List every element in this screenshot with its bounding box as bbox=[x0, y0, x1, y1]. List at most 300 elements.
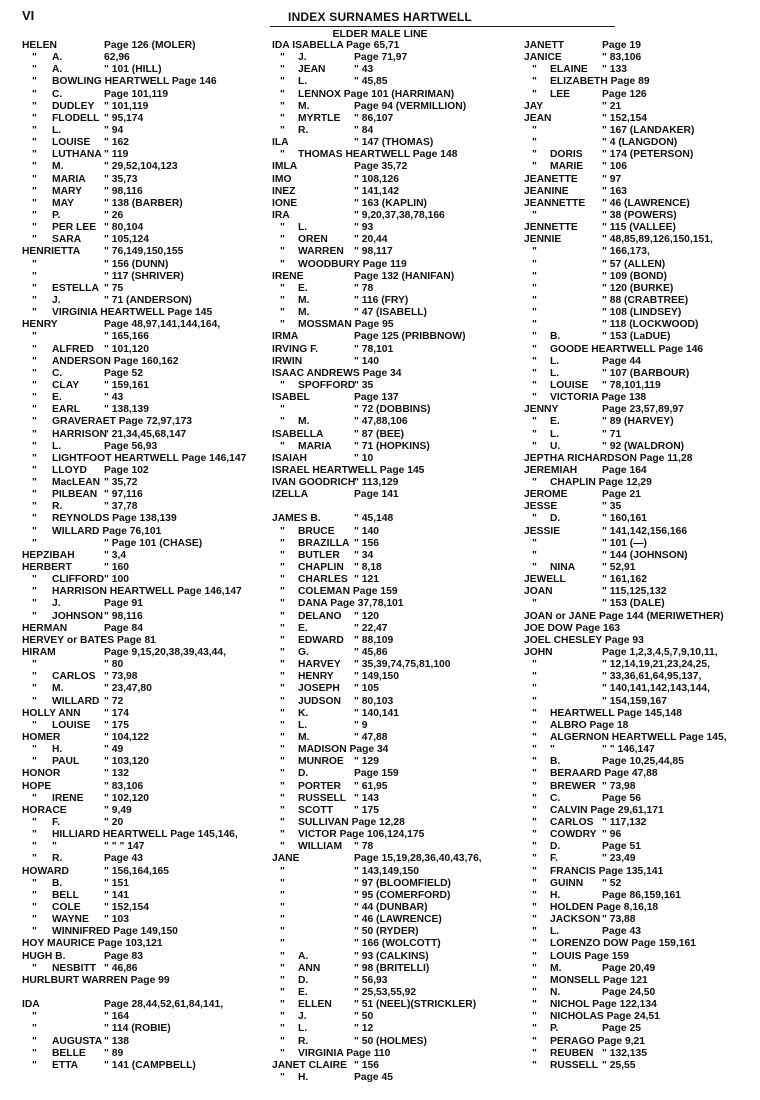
entry-pages: " 98,117 bbox=[354, 246, 393, 258]
entry-given-name: M. bbox=[298, 307, 310, 319]
entry-name: " bbox=[32, 537, 37, 549]
entry-given-name: DUDLEY bbox=[52, 100, 95, 112]
entry-pages: " 138,139 bbox=[104, 404, 149, 416]
index-entry bbox=[272, 647, 522, 659]
entry-pages: " 89 (HARVEY) bbox=[602, 416, 674, 428]
index-entry bbox=[524, 853, 760, 865]
entry-name: " bbox=[532, 817, 537, 828]
entry-pages: Page 125 (PRIBBNOW) bbox=[354, 331, 466, 343]
index-entry bbox=[22, 186, 262, 198]
index-entry bbox=[272, 307, 522, 319]
index-entry bbox=[272, 319, 522, 331]
entry-name: HOY MAURICE Page 103,121 bbox=[22, 938, 163, 950]
index-entry bbox=[524, 951, 760, 963]
entry-given-name: G. bbox=[298, 647, 309, 659]
entry-pages: " 109 (BOND) bbox=[602, 270, 667, 282]
index-entry bbox=[524, 429, 760, 441]
index-entry bbox=[524, 477, 760, 489]
entry-pages: Page 51 bbox=[602, 841, 641, 853]
entry-name: " bbox=[532, 307, 537, 319]
index-entry bbox=[272, 732, 522, 744]
entry-given-name: B. bbox=[550, 756, 561, 768]
entry-name: ISABELLA bbox=[272, 428, 324, 440]
entry-name: " bbox=[532, 707, 537, 719]
entry-name: " bbox=[32, 477, 37, 489]
index-entry bbox=[272, 161, 522, 173]
entry-pages: " 35 bbox=[354, 379, 374, 391]
index-entry bbox=[22, 513, 262, 525]
entry-given-name: LENNOX Page 101 (HARRIMAN) bbox=[298, 88, 455, 100]
entry-name: " bbox=[532, 865, 537, 877]
entry-given-name: NICHOL Page 122,134 bbox=[550, 999, 657, 1011]
index-entry bbox=[272, 404, 522, 416]
entry-pages: " 133 bbox=[602, 64, 627, 76]
entry-pages: " 80 bbox=[104, 659, 124, 671]
index-entry bbox=[272, 550, 522, 562]
entry-pages: " 113,129 bbox=[354, 477, 399, 489]
index-entry bbox=[524, 781, 760, 793]
index-entry bbox=[22, 817, 262, 829]
entry-name: " bbox=[32, 671, 37, 683]
index-entry bbox=[22, 234, 262, 246]
entry-pages: Page 19 bbox=[602, 40, 641, 51]
entry-given-name: THOMAS HEARTWELL Page 148 bbox=[298, 149, 458, 161]
entry-name: " bbox=[32, 294, 37, 306]
entry-given-name: M. bbox=[298, 732, 310, 744]
index-entry bbox=[272, 1060, 522, 1072]
entry-given-name: DELANO bbox=[298, 610, 342, 622]
entry-name: " bbox=[280, 695, 285, 707]
entry-pages: Page 102 bbox=[104, 464, 149, 476]
index-entry bbox=[524, 1036, 760, 1048]
entry-pages: " 46,86 bbox=[104, 962, 138, 974]
index-entry bbox=[272, 186, 522, 198]
entry-name: " bbox=[32, 744, 37, 756]
entry-given-name: NINA bbox=[550, 562, 576, 574]
entry-given-name: M. bbox=[298, 294, 310, 306]
entry-given-name: J. bbox=[298, 1011, 307, 1023]
entry-given-name: BERAARD Page 47,88 bbox=[550, 768, 658, 780]
entry-name: " bbox=[32, 185, 37, 197]
entry-pages: Page 1,2,3,4,5,7,9,10,11, bbox=[602, 647, 718, 659]
index-entry bbox=[524, 841, 760, 853]
index-entry bbox=[22, 1011, 262, 1023]
index-entry bbox=[524, 574, 760, 586]
entry-name: " bbox=[280, 768, 285, 780]
entry-pages: Page 86,159,161 bbox=[602, 889, 682, 901]
entry-name: " bbox=[532, 598, 537, 610]
entry-pages: " 3,4 bbox=[104, 549, 127, 561]
entry-name: " bbox=[32, 64, 37, 76]
entry-name: " bbox=[532, 853, 537, 865]
entry-name: " bbox=[532, 161, 537, 173]
entry-name: " bbox=[32, 282, 37, 294]
index-entry bbox=[272, 926, 522, 938]
entry-name: " bbox=[280, 586, 285, 598]
index-entry bbox=[272, 586, 522, 598]
entry-given-name: VICTOR Page 106,124,175 bbox=[298, 829, 425, 841]
entry-pages: " 140,141,142,143,144, bbox=[602, 683, 710, 695]
index-entry bbox=[22, 890, 262, 902]
index-entry bbox=[524, 987, 760, 999]
entry-name: " bbox=[32, 76, 37, 88]
entry-name: " bbox=[280, 149, 285, 161]
entry-name: IRENE bbox=[272, 270, 304, 282]
entry-given-name: L. bbox=[550, 367, 560, 379]
index-entry bbox=[22, 222, 262, 234]
entry-name: " bbox=[280, 52, 285, 64]
entry-pages: " 101,119 bbox=[104, 100, 149, 112]
entry-given-name: A. bbox=[52, 52, 63, 64]
entry-name: " bbox=[32, 889, 37, 901]
index-entry bbox=[524, 683, 760, 695]
entry-name: JOE DOW Page 163 bbox=[524, 622, 621, 634]
entry-pages: " 45,148 bbox=[354, 513, 394, 525]
entry-given-name: CLAY bbox=[52, 379, 80, 391]
entry-given-name: FRANCIS Page 135,141 bbox=[550, 865, 664, 877]
entry-given-name: HOLDEN Page 8,16,18 bbox=[550, 901, 659, 913]
index-entry bbox=[524, 125, 760, 137]
entry-pages: " 108,126 bbox=[354, 173, 399, 185]
index-entry bbox=[22, 89, 262, 101]
index-entry bbox=[272, 283, 522, 295]
index-entry bbox=[524, 344, 760, 356]
entry-given-name: VICTORIA Page 138 bbox=[550, 392, 647, 404]
index-entry bbox=[22, 975, 262, 987]
entry-given-name: SULLIVAN Page 12,28 bbox=[298, 817, 405, 828]
entry-name: " bbox=[280, 537, 285, 549]
entry-given-name: R. bbox=[52, 501, 63, 513]
entry-given-name: SPOFFORD bbox=[298, 379, 356, 391]
entry-pages: " 175 bbox=[354, 804, 379, 816]
entry-pages: Page 15,19,28,36,40,43,76, bbox=[354, 853, 482, 865]
entry-given-name: HILLIARD HEARTWELL Page 145,146, bbox=[52, 829, 238, 841]
entry-pages: " 98 (BRITELLI) bbox=[354, 962, 430, 974]
index-entry bbox=[22, 307, 262, 319]
index-entry bbox=[272, 453, 522, 465]
entry-name: " bbox=[532, 343, 537, 355]
entry-given-name: D. bbox=[550, 841, 561, 853]
entry-pages: " 163 bbox=[602, 185, 627, 197]
entry-pages: " 35,73 bbox=[104, 173, 138, 185]
index-entry bbox=[272, 793, 522, 805]
entry-given-name: CARLOS bbox=[550, 817, 594, 828]
entry-name: " bbox=[280, 901, 285, 913]
index-entry bbox=[22, 210, 262, 222]
entry-given-name: MARIE bbox=[550, 161, 584, 173]
entry-pages: Page 52 bbox=[104, 367, 143, 379]
page-subtitle: ELDER MALE LINE bbox=[332, 28, 428, 40]
index-entry bbox=[524, 732, 760, 744]
entry-name: " bbox=[532, 914, 537, 926]
entry-name: " bbox=[32, 501, 37, 513]
entry-given-name: COWDRY bbox=[550, 829, 597, 841]
entry-pages: " 73,88 bbox=[602, 914, 636, 926]
entry-pages: " 103,120 bbox=[104, 756, 149, 768]
index-entry bbox=[524, 623, 760, 635]
entry-name: HORACE bbox=[22, 804, 67, 816]
entry-name: " bbox=[32, 962, 37, 974]
entry-pages: " 29,52,104,123 bbox=[104, 161, 178, 173]
entry-pages: " 56,93 bbox=[354, 974, 388, 986]
index-entry bbox=[272, 817, 522, 829]
index-entry bbox=[272, 331, 522, 343]
entry-given-name: MARIA bbox=[298, 440, 332, 452]
index-entry bbox=[524, 975, 760, 987]
entry-name: JOEL CHESLEY Page 93 bbox=[524, 634, 644, 646]
entry-given-name: DANA Page 37,78,101 bbox=[298, 598, 404, 610]
entry-given-name: MADISON Page 34 bbox=[298, 744, 389, 756]
index-entry bbox=[22, 696, 262, 708]
entry-name: " bbox=[32, 926, 37, 938]
entry-name: " bbox=[280, 294, 285, 306]
entry-given-name: L. bbox=[52, 124, 62, 136]
entry-name: " bbox=[280, 282, 285, 294]
entry-pages: " 21 bbox=[602, 100, 622, 112]
entry-pages: " 51 (NEEL)(STRICKLER) bbox=[354, 999, 477, 1011]
entry-name: " bbox=[532, 355, 537, 367]
entry-pages: Page 56,93 bbox=[104, 440, 158, 452]
entry-pages: " 20,44 bbox=[354, 234, 388, 246]
entry-given-name: BREWER bbox=[550, 780, 596, 792]
entry-given-name: L. bbox=[52, 440, 62, 452]
index-entry bbox=[22, 64, 262, 76]
entry-pages: Page 159 bbox=[354, 768, 399, 780]
index-entry bbox=[524, 756, 760, 768]
index-entry bbox=[22, 853, 262, 865]
entry-name: JOAN bbox=[524, 586, 553, 598]
entry-pages: " 102,120 bbox=[104, 792, 149, 804]
entry-name: IVAN GOODRICH bbox=[272, 477, 356, 489]
entry-pages: Page 126 bbox=[602, 88, 647, 100]
entry-given-name: K. bbox=[298, 707, 309, 719]
index-entry bbox=[22, 562, 262, 574]
entry-pages: " 38 (POWERS) bbox=[602, 209, 677, 221]
entry-name: " bbox=[280, 307, 285, 319]
entry-given-name: PERAGO Page 9,21 bbox=[550, 1035, 645, 1047]
entry-name: " bbox=[32, 464, 37, 476]
index-entry bbox=[272, 890, 522, 902]
entry-pages: " 153 (DALE) bbox=[602, 598, 665, 610]
index-entry bbox=[22, 926, 262, 938]
index-entry bbox=[524, 489, 760, 501]
entry-name: " bbox=[532, 901, 537, 913]
entry-name: JESSIE bbox=[524, 525, 561, 537]
entry-name: " bbox=[32, 792, 37, 804]
entry-pages: Page 35,72 bbox=[354, 161, 408, 173]
entry-name: IMLA bbox=[272, 161, 298, 173]
index-entry bbox=[524, 331, 760, 343]
entry-given-name: ALBRO Page 18 bbox=[550, 719, 629, 731]
entry-pages: " 43 bbox=[354, 64, 374, 76]
entry-name: " bbox=[280, 756, 285, 768]
entry-pages: " 98,116 bbox=[104, 610, 143, 622]
index-entry bbox=[22, 1023, 262, 1035]
index-entry bbox=[272, 392, 522, 404]
index-entry bbox=[22, 40, 262, 52]
entry-pages: " 151 bbox=[104, 877, 129, 889]
entry-name: " bbox=[32, 270, 37, 282]
entry-given-name: MYRTLE bbox=[298, 112, 341, 124]
index-entry bbox=[22, 538, 262, 550]
entry-name: " bbox=[532, 64, 537, 76]
index-entry bbox=[524, 1048, 760, 1060]
entry-given-name: ALFRED bbox=[52, 343, 94, 355]
entry-name: " bbox=[532, 537, 537, 549]
entry-pages: " 25,55 bbox=[602, 1059, 636, 1071]
entry-pages: " 21,34,45,68,147 bbox=[104, 428, 187, 440]
entry-given-name: E. bbox=[550, 416, 560, 428]
entry-name: " bbox=[280, 865, 285, 877]
entry-name: JENNETTE bbox=[524, 222, 578, 234]
entry-pages: " 101 (—) bbox=[602, 537, 647, 549]
index-entry bbox=[524, 902, 760, 914]
entry-pages: Page 28,44,52,61,84,141, bbox=[104, 999, 224, 1011]
index-entry bbox=[272, 987, 522, 999]
entry-given-name: WOODBURY Page 119 bbox=[298, 258, 407, 270]
index-entry bbox=[22, 368, 262, 380]
entry-name: " bbox=[280, 1035, 285, 1047]
index-column-2 bbox=[272, 40, 522, 1084]
index-entry bbox=[22, 477, 262, 489]
entry-name: HENRIETTA bbox=[22, 246, 81, 258]
entry-pages: " 88 (CRABTREE) bbox=[602, 294, 689, 306]
entry-given-name: MARY bbox=[52, 185, 82, 197]
entry-given-name: SCOTT bbox=[298, 804, 333, 816]
entry-given-name: WILLARD Page 76,101 bbox=[52, 525, 162, 537]
entry-pages: " 78 bbox=[354, 282, 374, 294]
index-entry bbox=[524, 210, 760, 222]
index-entry bbox=[524, 526, 760, 538]
entry-pages: Page 10,25,44,85 bbox=[602, 756, 684, 768]
entry-given-name: DORIS bbox=[550, 149, 583, 161]
entry-given-name: F. bbox=[550, 853, 559, 865]
index-entry bbox=[22, 161, 262, 173]
entry-given-name: LLOYD bbox=[52, 464, 87, 476]
entry-name: " bbox=[280, 562, 285, 574]
entry-name: " bbox=[532, 659, 537, 671]
entry-given-name: M. bbox=[298, 416, 310, 428]
entry-pages: " 26 bbox=[104, 209, 124, 221]
entry-pages: Page 43 bbox=[602, 926, 641, 938]
index-entry bbox=[22, 744, 262, 756]
entry-pages: " 107 (BARBOUR) bbox=[602, 367, 690, 379]
entry-pages: " 83,106 bbox=[104, 780, 144, 792]
entry-name: " bbox=[280, 986, 285, 998]
entry-given-name: RUSSELL bbox=[550, 1059, 599, 1071]
entry-name: " bbox=[280, 999, 285, 1011]
entry-given-name: BOWLING HEARTWELL Page 146 bbox=[52, 76, 217, 88]
entry-pages: " 138 (BARBER) bbox=[104, 197, 183, 209]
index-entry bbox=[22, 101, 262, 113]
index-entry bbox=[22, 768, 262, 780]
entry-name: " bbox=[532, 428, 537, 440]
entry-given-name: ELLEN bbox=[298, 999, 332, 1011]
index-entry bbox=[524, 562, 760, 574]
entry-pages: " 166,173, bbox=[602, 246, 650, 258]
entry-given-name: J. bbox=[52, 598, 61, 610]
index-entry bbox=[22, 756, 262, 768]
entry-given-name: JACKSON bbox=[550, 914, 601, 926]
entry-name: " bbox=[32, 756, 37, 768]
index-entry bbox=[524, 938, 760, 950]
index-entry bbox=[22, 465, 262, 477]
index-entry bbox=[524, 441, 760, 453]
index-entry bbox=[272, 344, 522, 356]
index-entry bbox=[22, 671, 262, 683]
entry-pages: " 86,107 bbox=[354, 112, 394, 124]
entry-pages: Page 20,49 bbox=[602, 962, 656, 974]
entry-given-name: LUTHANA bbox=[52, 149, 102, 161]
entry-given-name: BELL bbox=[52, 889, 79, 901]
index-entry bbox=[22, 526, 262, 538]
entry-given-name: COLEMAN Page 159 bbox=[298, 586, 398, 598]
entry-name: " bbox=[280, 1047, 285, 1059]
index-entry bbox=[22, 878, 262, 890]
entry-pages: " 105,124 bbox=[104, 234, 149, 246]
index-entry bbox=[524, 392, 760, 404]
entry-given-name: ELIZABETH Page 89 bbox=[550, 76, 650, 88]
index-entry bbox=[272, 513, 522, 525]
entry-pages: " 164 bbox=[104, 1011, 129, 1023]
entry-given-name: P. bbox=[52, 209, 61, 221]
entry-name: " bbox=[532, 695, 537, 707]
entry-pages: " 97 (BLOOMFIELD) bbox=[354, 877, 451, 889]
entry-given-name: OREN bbox=[298, 234, 328, 246]
entry-given-name: ANN bbox=[298, 962, 321, 974]
entry-name: " bbox=[532, 974, 537, 986]
index-entry bbox=[524, 186, 760, 198]
entry-name: " bbox=[32, 610, 37, 622]
entry-name: " bbox=[280, 926, 285, 938]
entry-given-name: JEAN bbox=[298, 64, 326, 76]
entry-name: JANETT bbox=[524, 40, 565, 51]
entry-pages: " 94 bbox=[104, 124, 124, 136]
entry-given-name: F. bbox=[52, 817, 61, 828]
entry-name: INEZ bbox=[272, 185, 296, 197]
entry-given-name: LOUIS Page 159 bbox=[550, 950, 629, 962]
entry-pages: " 80,104 bbox=[104, 222, 144, 234]
index-entry bbox=[524, 149, 760, 161]
index-entry bbox=[22, 841, 262, 853]
entry-pages: " 50 bbox=[354, 1011, 374, 1023]
entry-name: " bbox=[32, 440, 37, 452]
entry-name: ISAIAH bbox=[272, 452, 307, 464]
entry-pages: " 144 (JOHNSON) bbox=[602, 549, 688, 561]
entry-name: HOMER bbox=[22, 732, 61, 744]
entry-pages: Page 94 (VERMILLION) bbox=[354, 100, 467, 112]
index-entry bbox=[272, 477, 522, 489]
index-entry bbox=[22, 416, 262, 428]
entry-pages: " 61,95 bbox=[354, 780, 388, 792]
index-entry bbox=[272, 137, 522, 149]
entry-given-name: VIRGINIA Page 110 bbox=[298, 1047, 391, 1059]
entry-name: " bbox=[32, 1023, 37, 1035]
index-entry bbox=[272, 259, 522, 271]
entry-name: " bbox=[532, 792, 537, 804]
entry-name: " bbox=[280, 1023, 285, 1035]
entry-given-name: EDWARD bbox=[298, 634, 344, 646]
index-entry bbox=[524, 720, 760, 732]
entry-pages: " 118 (LOCKWOOD) bbox=[602, 319, 699, 331]
index-entry bbox=[22, 987, 262, 999]
entry-given-name: MAY bbox=[52, 197, 74, 209]
entry-pages: " 140 bbox=[354, 355, 379, 367]
entry-pages: " 159,161 bbox=[104, 379, 149, 391]
entry-given-name: HARRISON HEARTWELL Page 146,147 bbox=[52, 586, 242, 598]
index-entry bbox=[524, 271, 760, 283]
entry-given-name: HARVEY bbox=[298, 659, 341, 671]
